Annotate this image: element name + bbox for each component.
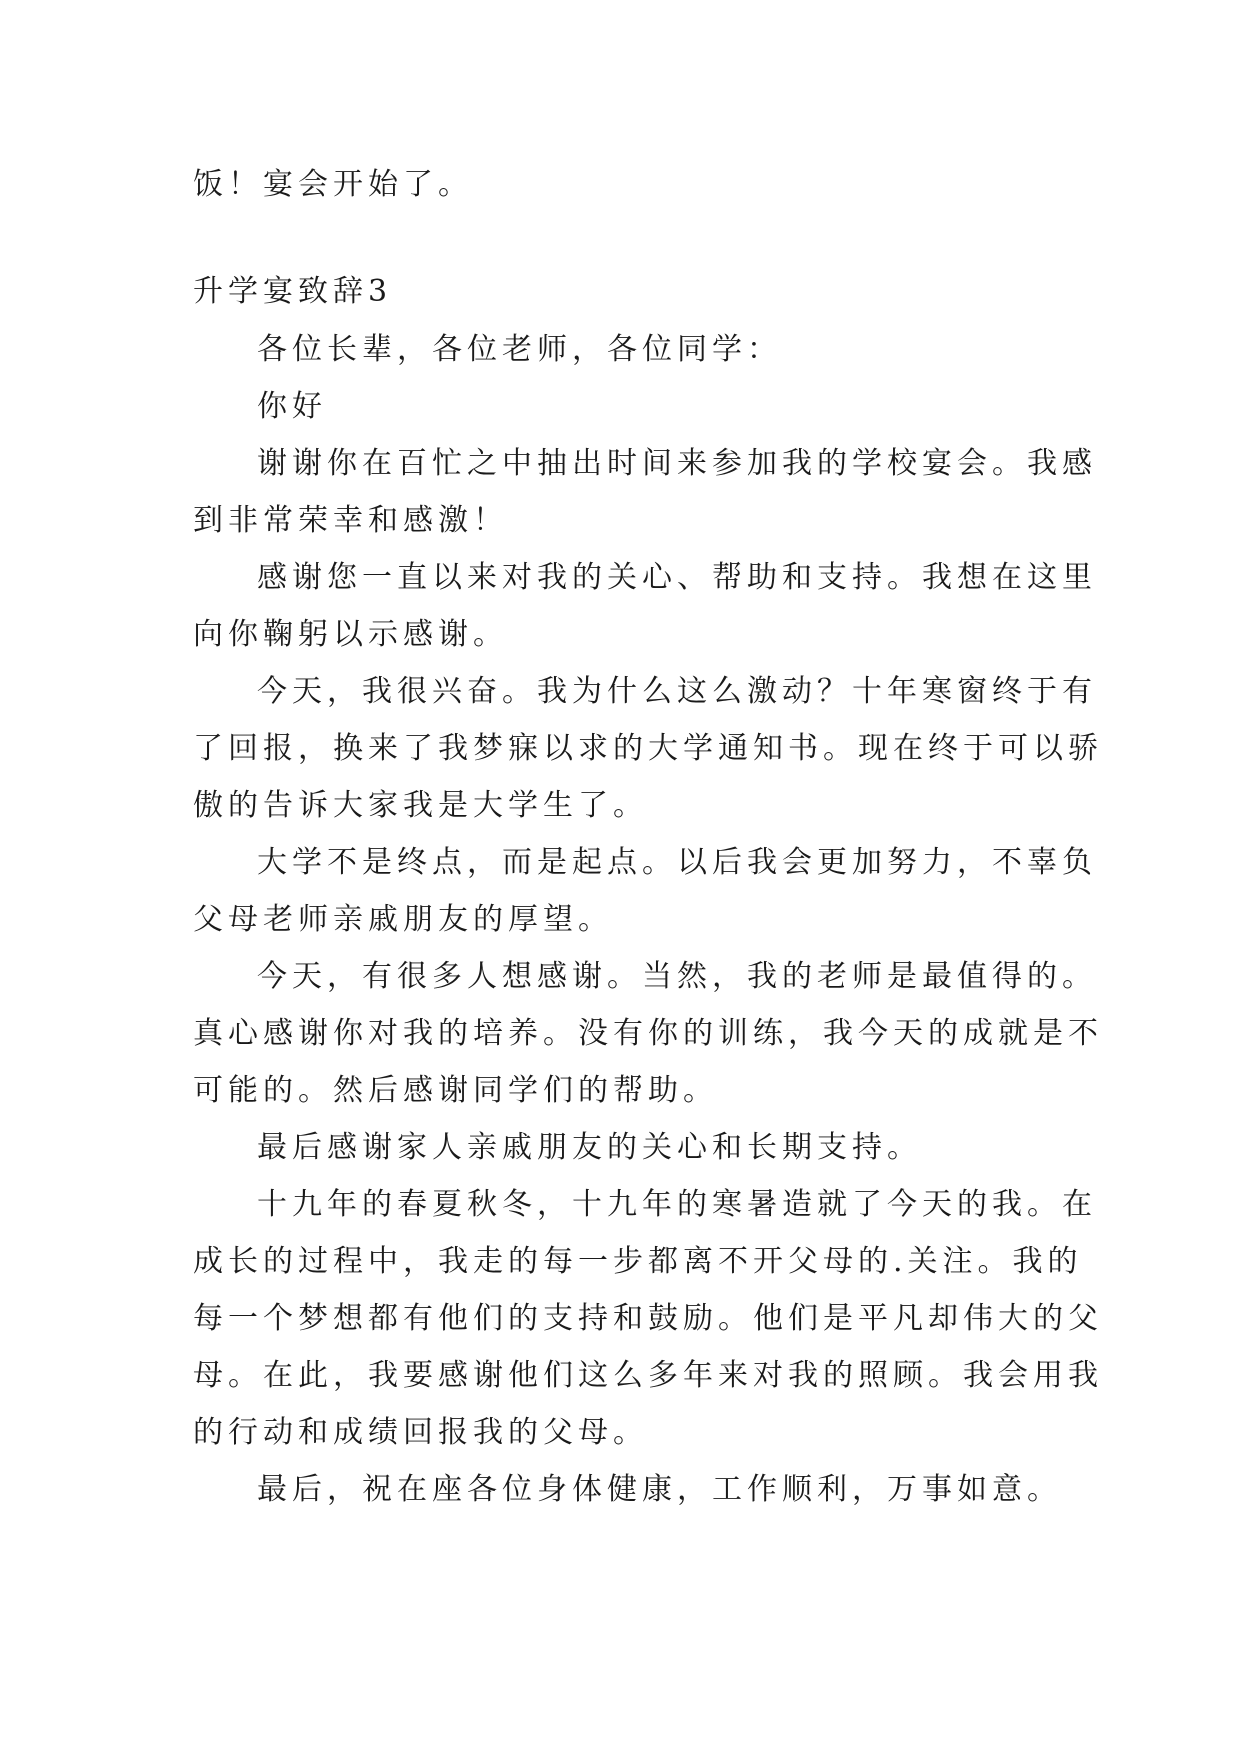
body-line: 父母老师亲戚朋友的厚望。	[193, 902, 613, 937]
body-line: 傲的告诉大家我是大学生了。	[193, 788, 648, 823]
body-line: 你好	[257, 389, 327, 424]
body-line: 到非常荣幸和感激！	[193, 503, 508, 538]
body-line: 十九年的春夏秋冬，十九年的寒暑造就了今天的我。在	[257, 1187, 1097, 1222]
section-title: 升学宴致辞3	[193, 274, 393, 309]
body-line: 最后，祝在座各位身体健康，工作顺利，万事如意。	[257, 1472, 1062, 1507]
body-line: 每一个梦想都有他们的支持和鼓励。他们是平凡却伟大的父	[193, 1301, 1103, 1336]
body-line: 今天，我很兴奋。我为什么这么激动？十年寒窗终于有	[257, 674, 1097, 709]
top-fragment-block	[193, 156, 1053, 213]
body-line: 可能的。然后感谢同学们的帮助。	[193, 1073, 718, 1108]
speech-body	[193, 321, 1103, 1518]
body-line: 感谢您一直以来对我的关心、帮助和支持。我想在这里	[257, 560, 1097, 595]
body-line: 各位长辈，各位老师，各位同学：	[257, 332, 782, 367]
section-title-block	[193, 263, 1053, 320]
body-line: 的行动和成绩回报我的父母。	[193, 1415, 648, 1450]
body-line: 成长的过程中，我走的每一步都离不开父母的.关注。我的	[193, 1244, 1083, 1279]
body-line: 大学不是终点，而是起点。以后我会更加努力，不辜负	[257, 845, 1097, 880]
body-line: 真心感谢你对我的培养。没有你的训练，我今天的成就是不	[193, 1016, 1103, 1051]
top-fragment-line: 饭！宴会开始了。	[193, 167, 473, 202]
body-line: 谢谢你在百忙之中抽出时间来参加我的学校宴会。我感	[257, 446, 1097, 481]
body-line: 了回报，换来了我梦寐以求的大学通知书。现在终于可以骄	[193, 731, 1103, 766]
body-line: 母。在此，我要感谢他们这么多年来对我的照顾。我会用我	[193, 1358, 1103, 1393]
body-line: 最后感谢家人亲戚朋友的关心和长期支持。	[257, 1130, 922, 1165]
body-line: 向你鞠躬以示感谢。	[193, 617, 508, 652]
body-line: 今天，有很多人想感谢。当然，我的老师是最值得的。	[257, 959, 1097, 994]
